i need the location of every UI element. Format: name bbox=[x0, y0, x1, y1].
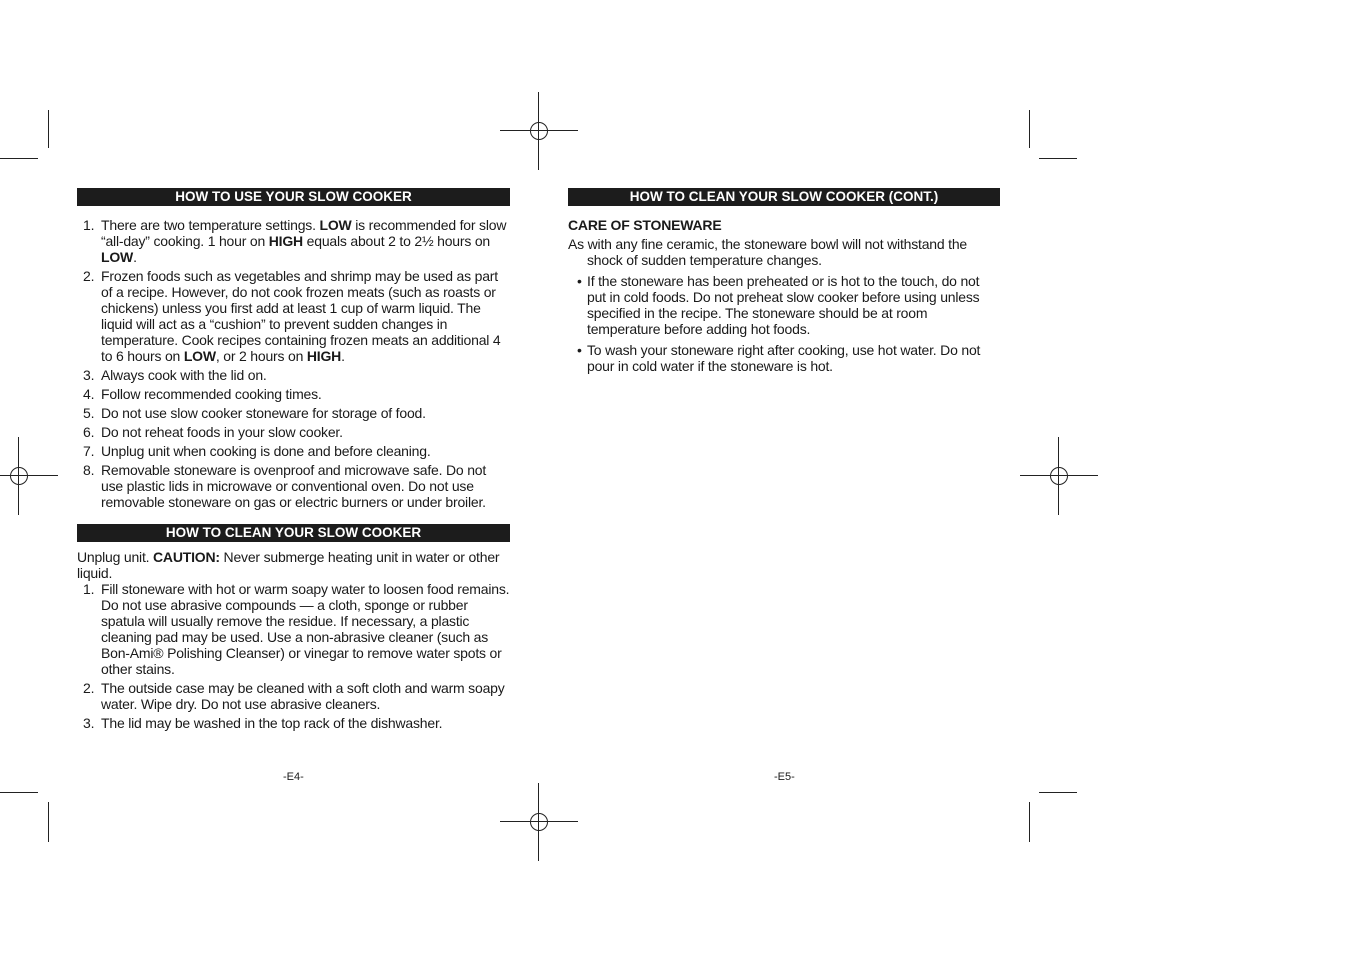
list-item-number: 5. bbox=[83, 405, 95, 421]
bullet-text: If the stoneware has been preheated or is hot to the touch, do not put in cold foods. Do not preheat slow cooker before using unless specified in the recipe. The stoneware should be at room temperature before adding hot foods. bbox=[587, 273, 980, 337]
text-run: There are two temperature settings. bbox=[101, 217, 320, 233]
crop-mark bbox=[1039, 792, 1077, 793]
text-run: HIGH bbox=[268, 233, 303, 249]
list-item-number: 1. bbox=[83, 217, 95, 233]
left-page bbox=[77, 188, 510, 734]
list-item-number: 6. bbox=[83, 424, 95, 440]
list-item bbox=[77, 367, 510, 383]
list-item-number: 7. bbox=[83, 443, 95, 459]
list-item bbox=[77, 424, 510, 440]
list-item bbox=[568, 273, 1000, 337]
cleaning-intro bbox=[77, 549, 510, 581]
text-run: Never submerge heating unit in water or other liquid. bbox=[77, 549, 500, 581]
registration-mark-icon bbox=[0, 437, 58, 515]
text-run: CAUTION: bbox=[153, 549, 220, 565]
page-number: -E4- bbox=[283, 771, 304, 783]
list-item-number: 8. bbox=[83, 462, 95, 478]
text-run: , or 2 hours on bbox=[215, 348, 307, 364]
use-instructions-list bbox=[77, 217, 510, 510]
text-run: Removable stoneware is ovenproof and microwave safe. Do not use plastic lids in microwave or conventional oven. Do not use removable stoneware on gas or electric burners or under broiler. bbox=[101, 462, 487, 510]
text-run: HIGH bbox=[306, 348, 342, 364]
right-page bbox=[568, 188, 1000, 374]
crop-mark bbox=[1029, 110, 1030, 148]
list-item bbox=[77, 715, 510, 731]
section-heading: HOW TO CLEAN YOUR SLOW COOKER bbox=[77, 524, 510, 542]
text-run: Do not reheat foods in your slow cooker. bbox=[101, 424, 343, 440]
list-item bbox=[77, 443, 510, 459]
text-run: LOW bbox=[319, 217, 352, 233]
list-item bbox=[77, 386, 510, 402]
list-item-number: 2. bbox=[83, 268, 95, 284]
list-item bbox=[77, 680, 510, 712]
list-item bbox=[77, 268, 510, 364]
page-number: -E5- bbox=[774, 771, 795, 783]
text-run: Frozen foods such as vegetables and shrimp may be used as part of a recipe. However, do not cook frozen meats (such as roasts or chickens) unless you first add at least 1 cup of warm liquid. The liquid will act as a “cushion” to prevent sudden changes in temperature. Cook recipes containing frozen meats an additional 4 to 6 hours on bbox=[101, 268, 501, 364]
text-run: is recommended for slow “all-day” cooking. 1 hour on bbox=[101, 217, 507, 249]
text-run: equals about 2 to 2½ hours on bbox=[302, 233, 490, 249]
registration-mark-icon bbox=[500, 92, 578, 170]
text-run: Always cook with the lid on. bbox=[101, 367, 267, 383]
list-item bbox=[77, 217, 510, 265]
crop-mark bbox=[48, 802, 49, 842]
bullet-icon: • bbox=[577, 273, 582, 289]
text-run: . bbox=[341, 348, 345, 364]
text-run: The outside case may be cleaned with a soft cloth and warm soapy water. Wipe dry. Do not use abrasive cleaners. bbox=[101, 680, 505, 712]
text-run: Unplug unit when cooking is done and before cleaning. bbox=[101, 443, 431, 459]
text-run: Follow recommended cooking times. bbox=[101, 386, 322, 402]
crop-mark bbox=[0, 158, 38, 159]
list-item-number: 3. bbox=[83, 715, 95, 731]
registration-mark-icon bbox=[500, 783, 578, 861]
section-heading: HOW TO CLEAN YOUR SLOW COOKER (CONT.) bbox=[568, 188, 1000, 206]
crop-mark bbox=[1029, 802, 1030, 842]
list-item-number: 4. bbox=[83, 386, 95, 402]
text-run: Unplug unit. bbox=[77, 549, 154, 565]
stoneware-intro-text: As with any fine ceramic, the stoneware bowl will not withstand the shock of sudden temperature changes. bbox=[568, 236, 968, 268]
crop-mark bbox=[0, 792, 38, 793]
list-item bbox=[77, 462, 510, 510]
text-run: Do not use slow cooker stoneware for storage of food. bbox=[101, 405, 426, 421]
cleaning-instructions-list bbox=[77, 581, 510, 731]
list-item bbox=[568, 342, 1000, 374]
list-item-number: 3. bbox=[83, 367, 95, 383]
text-run: The lid may be washed in the top rack of the dishwasher. bbox=[101, 715, 443, 731]
bullet-icon: • bbox=[577, 342, 582, 358]
subheading: CARE OF STONEWARE bbox=[568, 217, 722, 233]
text-run: . bbox=[133, 249, 137, 265]
list-item-number: 2. bbox=[83, 680, 95, 696]
stoneware-bullets bbox=[568, 273, 1000, 374]
text-run: LOW bbox=[101, 249, 134, 265]
bullet-text: To wash your stoneware right after cooking, use hot water. Do not pour in cold water if the stoneware is hot. bbox=[587, 342, 981, 374]
crop-mark bbox=[1039, 158, 1077, 159]
crop-mark bbox=[48, 110, 49, 148]
text-run: LOW bbox=[183, 348, 216, 364]
text-run: Fill stoneware with hot or warm soapy water to loosen food remains. Do not use abrasive compounds — a cloth, sponge or rubber spatula will usually remove the residue. If necessary, a plastic cleaning pad may be used. Use a non-abrasive cleaner (such as Bon-Ami® Polishing Cleanser) or vinegar to remove water spots or other stains. bbox=[101, 581, 510, 677]
list-item bbox=[77, 405, 510, 421]
stoneware-intro bbox=[568, 236, 1000, 268]
list-item-number: 1. bbox=[83, 581, 95, 597]
section-heading: HOW TO USE YOUR SLOW COOKER bbox=[77, 188, 510, 206]
list-item bbox=[77, 581, 510, 677]
registration-mark-icon bbox=[1020, 437, 1098, 515]
